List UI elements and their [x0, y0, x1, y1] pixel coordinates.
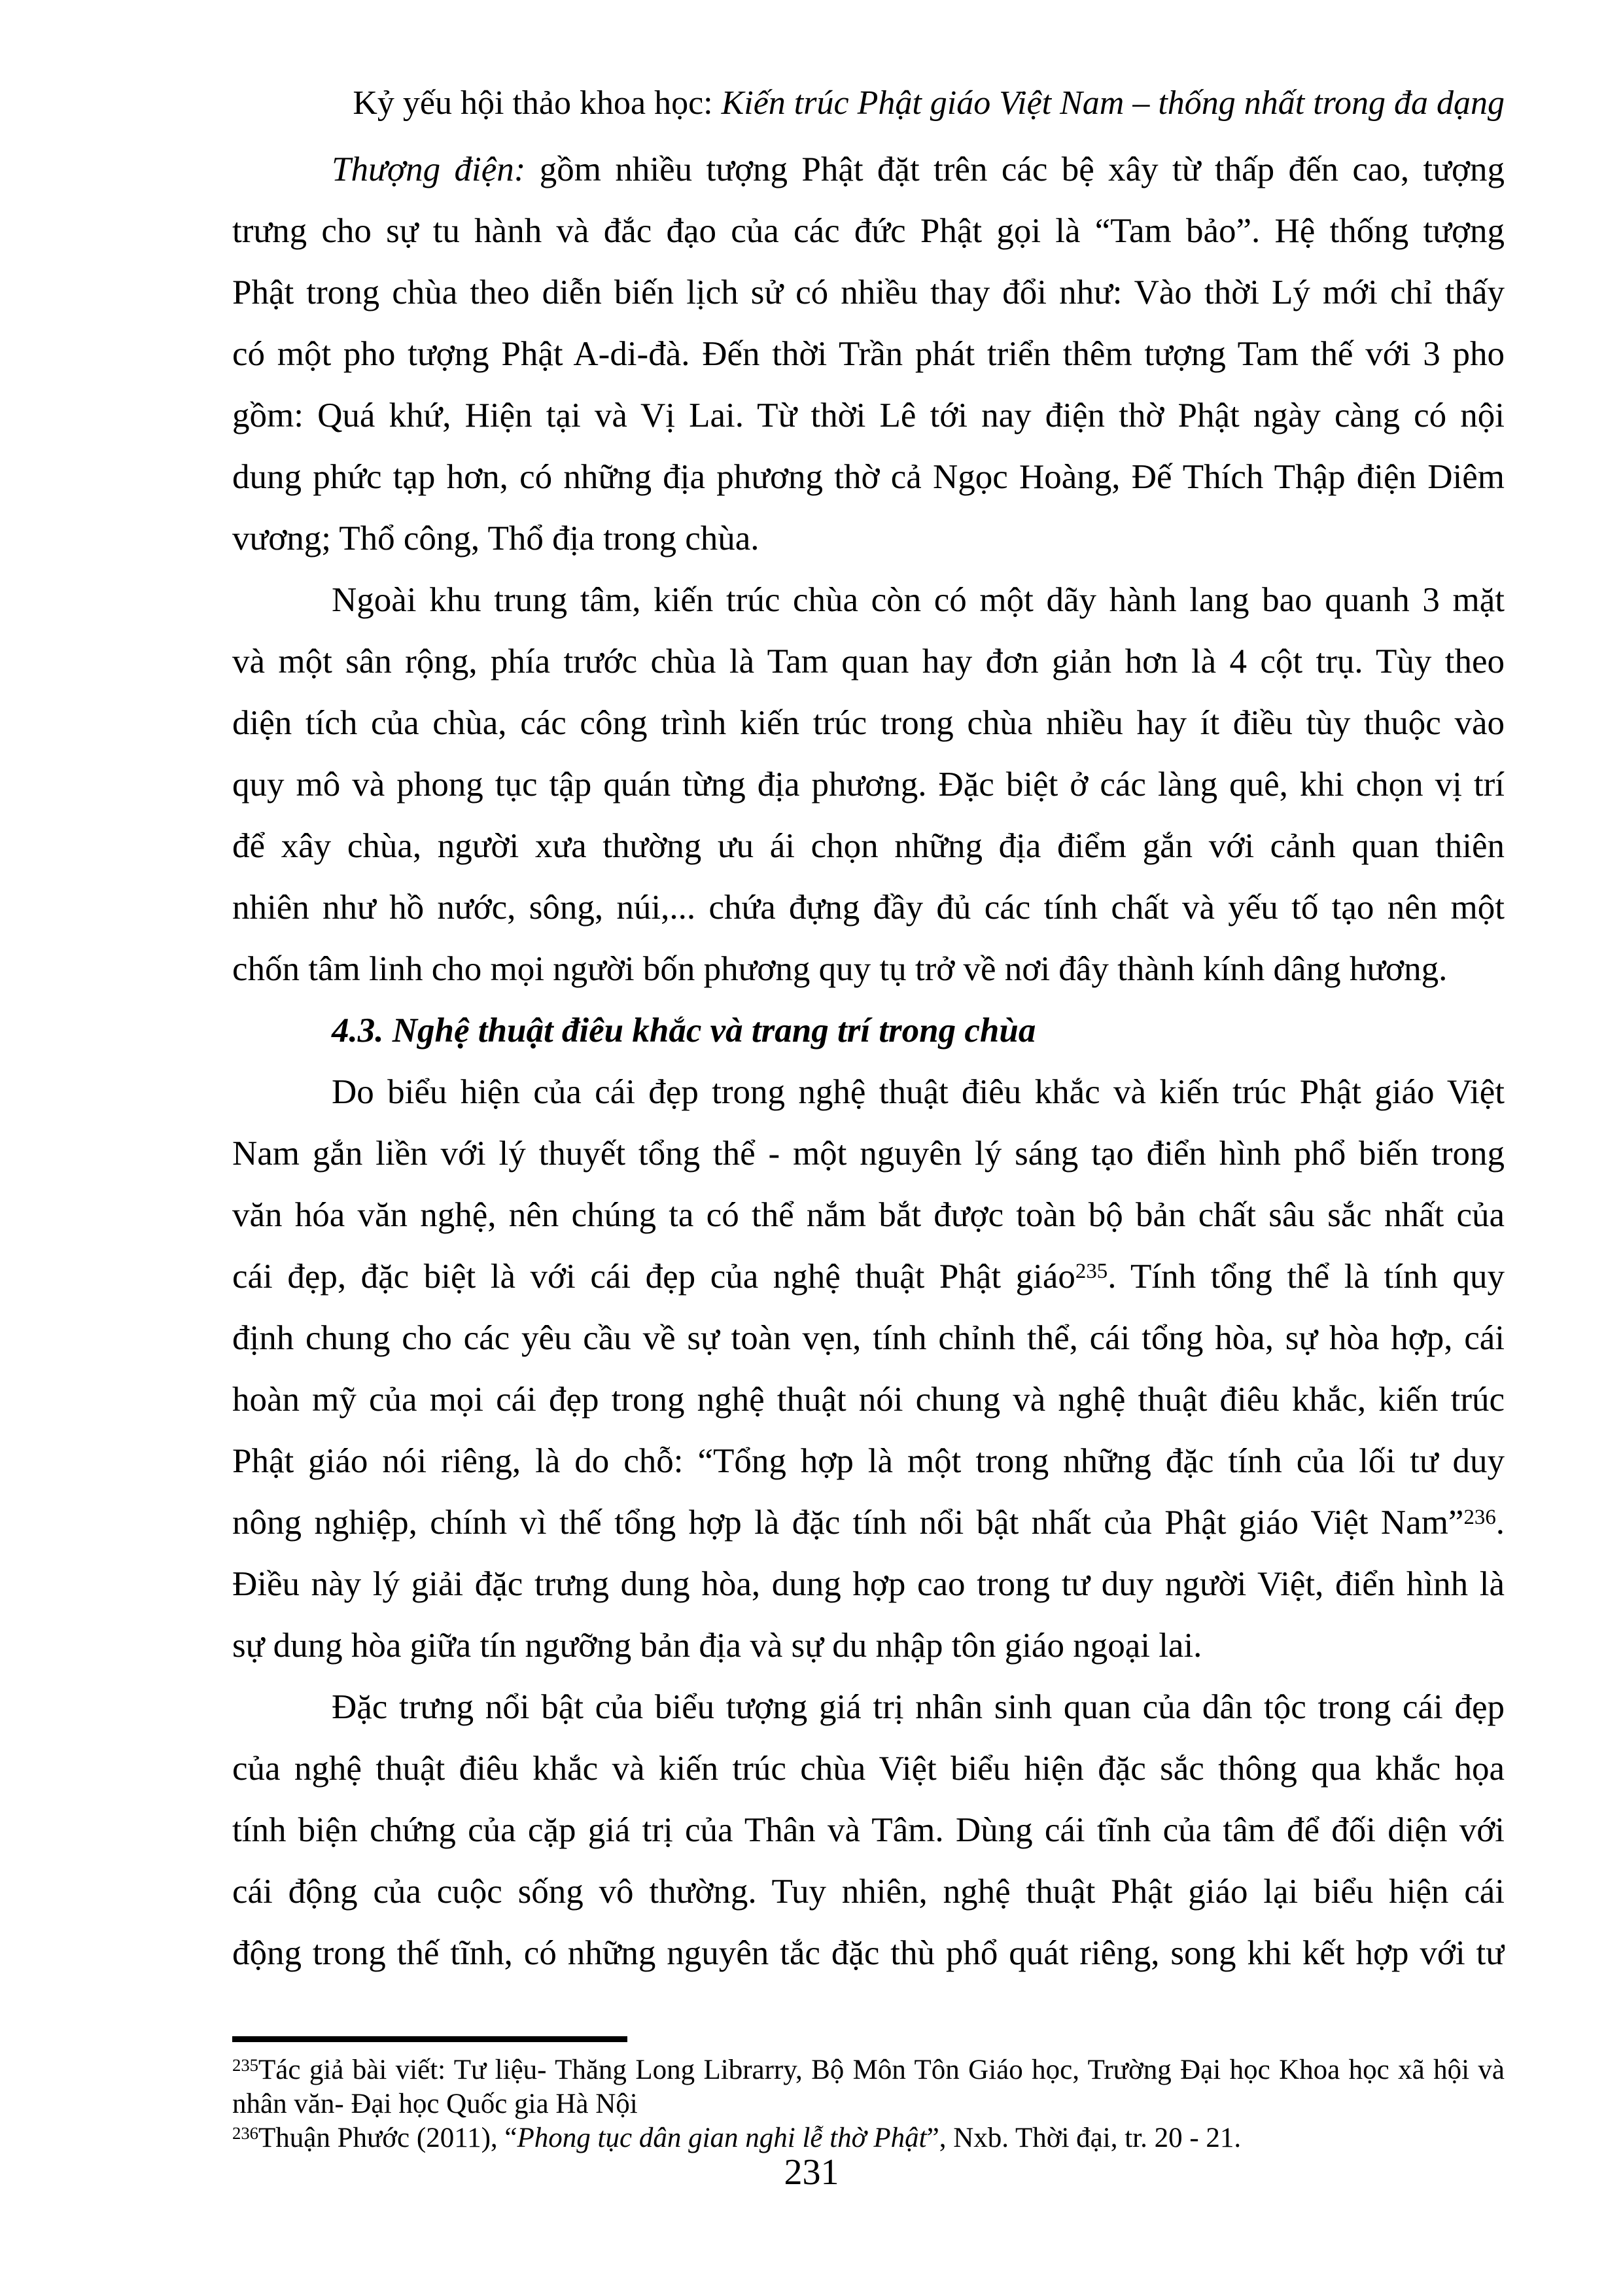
term-thuong-dien: Thượng điện:: [332, 150, 526, 188]
body-line: vương; Thổ công, Thổ địa trong chùa.: [232, 520, 759, 557]
header-proceedings-title: Kiến trúc Phật giáo Việt Nam – thống nhất trong đa dạng: [721, 84, 1505, 122]
body-text-segment: . Tính tổng thể là tính quy: [1108, 1258, 1505, 1296]
body-line: [232, 1246, 1505, 1307]
footnote-ref-235: 235: [1075, 1260, 1108, 1284]
running-header: [232, 82, 1505, 124]
body-line: cái động của cuộc sống vô thường. Tuy nhiên, nghệ thuật Phật giáo lại biểu hiện cái: [232, 1873, 1505, 1911]
footnote-236-line: [232, 2121, 1505, 2155]
body-line: Đặc trưng nổi bật của biểu tượng giá trị nhân sinh quan của dân tộc trong cái đẹp: [332, 1688, 1505, 1726]
footnote-236-text: ”, Nxb. Thời đại, tr. 20 - 21.: [926, 2123, 1242, 2153]
footnote-236-marker: 236: [232, 2123, 258, 2144]
body-line: của nghệ thuật điêu khắc và kiến trúc chùa Việt biểu hiện đặc sắc thông qua khắc họa: [232, 1750, 1505, 1788]
footnote-235-line: [232, 2053, 1505, 2087]
body-line: chốn tâm linh cho mọi người bốn phương quy tụ trở về nơi đây thành kính dâng hương.: [232, 950, 1448, 988]
footnote-236-text: Thuận Phước (2011), “: [258, 2123, 517, 2153]
body-line: [232, 139, 1505, 200]
body-line: trưng cho sự tu hành và đắc đạo của các đức Phật gọi là “Tam bảo”. Hệ thống tượng: [232, 212, 1505, 250]
page-number: 231: [784, 2152, 839, 2193]
body-line: để xây chùa, người xưa thường ưu ái chọn những địa điểm gắn với cảnh quan thiên: [232, 827, 1505, 865]
footnotes: [232, 2053, 1505, 2155]
body-line: hoàn mỹ của mọi cái đẹp trong nghệ thuật nói chung và nghệ thuật điêu khắc, kiến trúc: [232, 1381, 1505, 1419]
footnote-ref-236: 236: [1463, 1506, 1496, 1530]
body-line: nhiên như hồ nước, sông, núi,... chứa đựng đầy đủ các tính chất và yếu tố tạo nên một: [232, 889, 1505, 927]
body-text-segment: gồm nhiều tượng Phật đặt trên các bệ xây từ thấp đến cao, tượng: [525, 150, 1505, 188]
header-prefix: Kỷ yếu hội thảo khoa học:: [353, 84, 722, 122]
body-line: định chung cho các yêu cầu về sự toàn vẹn, tính chỉnh thể, cái tổng hòa, sự hòa hợp, cái: [232, 1319, 1505, 1357]
body-line: dung phức tạp hơn, có những địa phương thờ cả Ngọc Hoàng, Đế Thích Thập điện Diêm: [232, 458, 1505, 496]
body-text: [232, 139, 1505, 1984]
footnote-236-book-title: Phong tục dân gian nghi lễ thờ Phật: [517, 2123, 927, 2153]
section-heading-4-3: 4.3. Nghệ thuật điêu khắc và trang trí trong chùa: [332, 1012, 1036, 1050]
body-line: Điều này lý giải đặc trưng dung hòa, dung hợp cao trong tư duy người Việt, điển hình là: [232, 1565, 1505, 1603]
body-line: động trong thế tĩnh, có những nguyên tắc đặc thù phổ quát riêng, song khi kết hợp với tư: [232, 1934, 1505, 1972]
footnote-235-text: Tác giả bài viết: Tư liệu- Thăng Long Librarry, Bộ Môn Tôn Giáo học, Trường Đại học Khoa học xã hội và: [258, 2055, 1505, 2085]
body-line: Do biểu hiện của cái đẹp trong nghệ thuật điêu khắc và kiến trúc Phật giáo Việt: [332, 1073, 1505, 1111]
body-line: gồm: Quá khứ, Hiện tại và Vị Lai. Từ thời Lê tới nay điện thờ Phật ngày càng có nội: [232, 397, 1505, 434]
body-line: văn hóa văn nghệ, nên chúng ta có thể nắm bắt được toàn bộ bản chất sâu sắc nhất của: [232, 1196, 1505, 1234]
body-line: Nam gắn liền với lý thuyết tổng thể - một nguyên lý sáng tạo điển hình phổ biến trong: [232, 1135, 1505, 1173]
footnote-separator-rule: [232, 2036, 627, 2042]
body-line: có một pho tượng Phật A-di-đà. Đến thời Trần phát triển thêm tượng Tam thế với 3 pho: [232, 335, 1505, 373]
body-text-segment: .: [1495, 1504, 1505, 1542]
body-line: Phật giáo nói riêng, là do chỗ: “Tổng hợp là một trong những đặc tính của lối tư duy: [232, 1442, 1505, 1480]
body-line: và một sân rộng, phía trước chùa là Tam quan hay đơn giản hơn là 4 cột trụ. Tùy theo: [232, 643, 1505, 680]
footnote-235-line: nhân văn- Đại học Quốc gia Hà Nội: [232, 2089, 638, 2119]
body-text-segment: cái đẹp, đặc biệt là với cái đẹp của nghệ thuật Phật giáo: [232, 1258, 1075, 1296]
body-line: diện tích của chùa, các công trình kiến trúc trong chùa nhiều hay ít điều tùy thuộc vào: [232, 704, 1505, 742]
body-line: sự dung hòa giữa tín ngưỡng bản địa và sự du nhập tôn giáo ngoại lai.: [232, 1627, 1202, 1665]
body-line: quy mô và phong tục tập quán từng địa phương. Đặc biệt ở các làng quê, khi chọn vị trí: [232, 766, 1505, 804]
body-line: Phật trong chùa theo diễn biến lịch sử có nhiều thay đổi như: Vào thời Lý mới chỉ thấy: [232, 274, 1505, 311]
body-line: [232, 1492, 1505, 1553]
body-line: tính biện chứng của cặp giá trị của Thân và Tâm. Dùng cái tĩnh của tâm để đối diện với: [232, 1811, 1505, 1849]
body-text-segment: nông nghiệp, chính vì thế tổng hợp là đặc tính nổi bật nhất của Phật giáo Việt Nam”: [232, 1504, 1464, 1542]
body-line: Ngoài khu trung tâm, kiến trúc chùa còn có một dãy hành lang bao quanh 3 mặt: [332, 581, 1505, 619]
footnote-235-marker: 235: [232, 2055, 258, 2075]
